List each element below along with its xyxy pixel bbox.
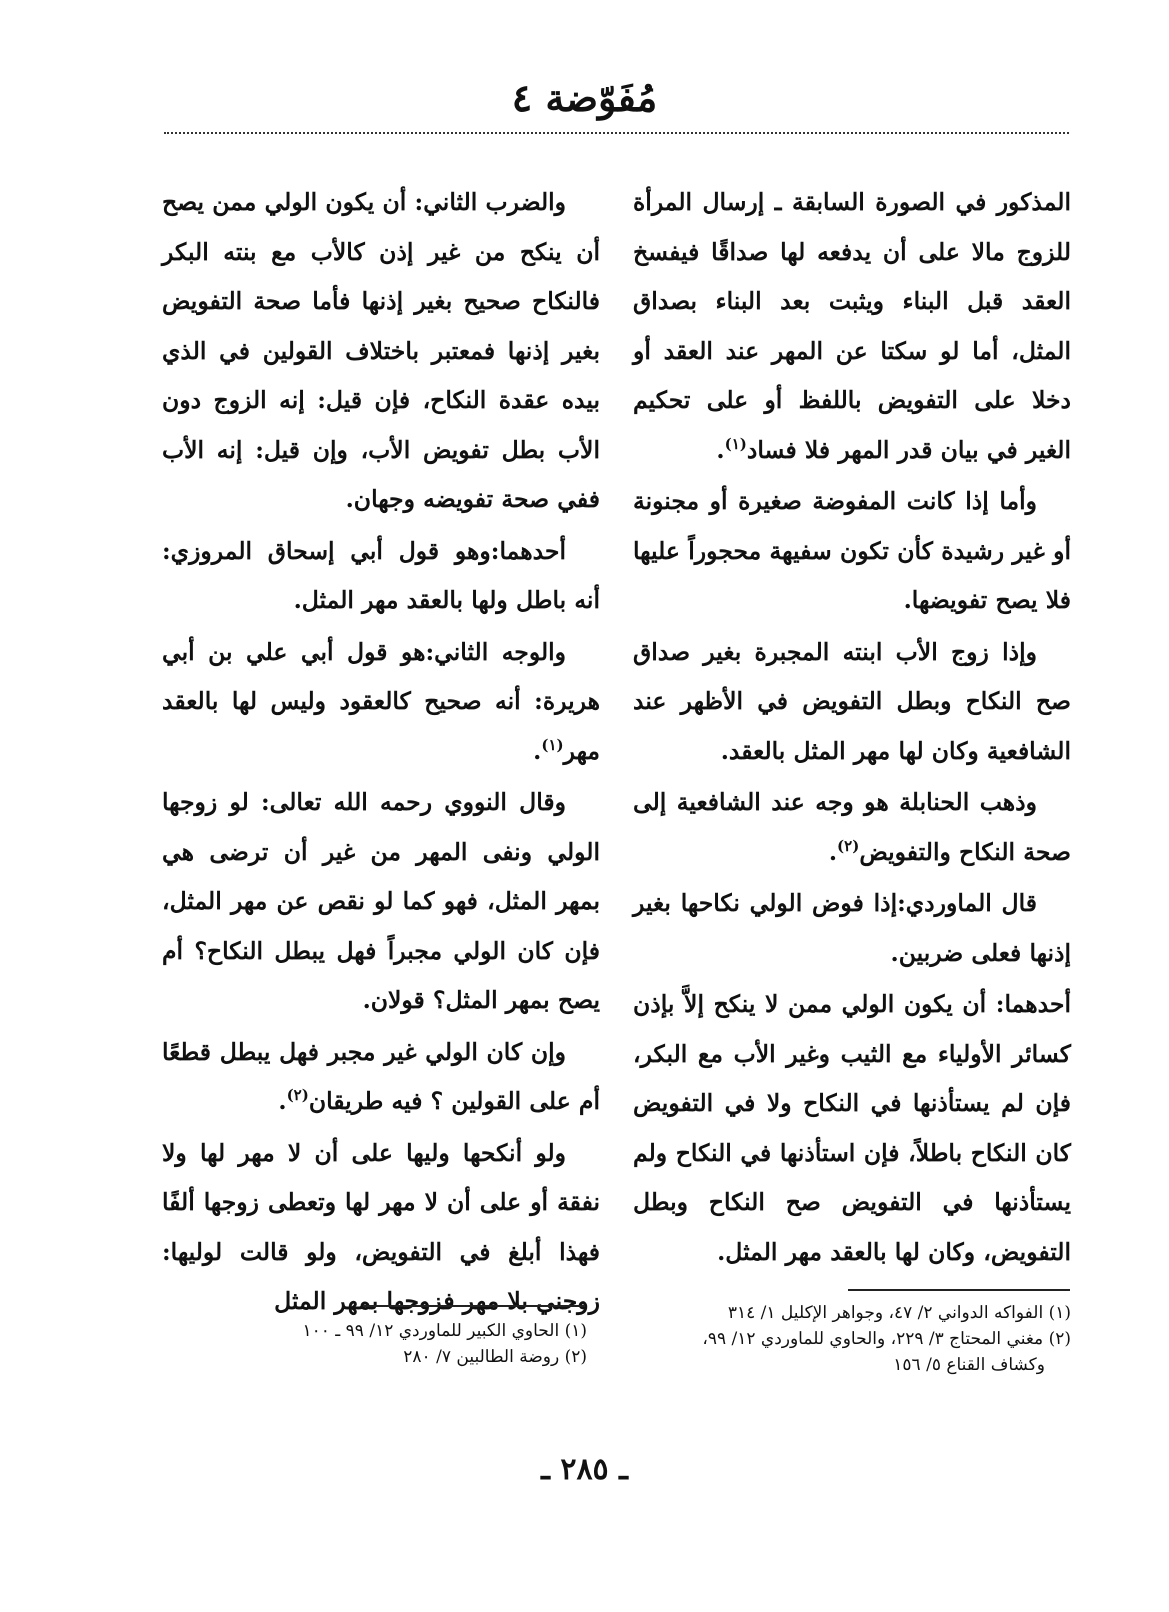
- footnote-divider: [848, 1289, 1070, 1291]
- footnote: (٢) روضة الطالبين ٧/ ٢٨٠: [403, 1347, 587, 1367]
- paragraph: وأما إذا كانت المفوضة صغيرة أو مجنونة أو غير رشيدة كأن تكون سفيهة محجوراً عليها فلا يصح تفويضها.: [633, 487, 1071, 614]
- paragraph: أحدهما:وهو قول أبي إسحاق المروزي: أنه باطل ولها بالعقد مهر المثل.: [162, 536, 600, 614]
- paragraph: وإذا زوج الأب ابنته المجبرة بغير صداق صح النكاح وبطل التفويض في الأظهر عند الشافعية وكان لها مهر المثل بالعقد.: [633, 637, 1071, 765]
- footnote-ref: (٢): [286, 1086, 309, 1105]
- footnotes-left: [232, 1318, 587, 1370]
- left-column: [162, 178, 600, 1327]
- paragraph-end: .: [828, 837, 838, 866]
- footnote-continuation: وكشاف القناع ٥/ ١٥٦: [893, 1355, 1045, 1375]
- paragraph: أحدهما: أن يكون الولي ممن لا ينكح إلاَّ بإذن كسائر الأولياء مع الثيب وغير الأب مع البكر، فإن لم يستأذنها في النكاح ولا في التفويض كان النكاح باطلاً، فإن استأذنها في النكاح ولم يستأذنها في التفويض صح النكاح وبطل التفويض، وكان لها بالعقد مهر المثل.: [633, 990, 1071, 1266]
- footnote-ref: (١): [541, 735, 564, 754]
- right-column: [633, 178, 1071, 1277]
- paragraph-text: وذهب الحنابلة هو وجه عند الشافعية إلى صحة النكاح والتفويض: [633, 788, 1071, 866]
- paragraph-end: .: [278, 1087, 287, 1115]
- paragraph: ولو أنكحها وليها على أن لا مهر لها ولا نفقة أو على أن لا مهر لها وتعطى زوجها ألفًا فهذا أبلغ في التفويض، ولو قالت لوليها: زوجني بلا مهر فزوجها بمهر المثل: [162, 1138, 600, 1315]
- paragraph: [162, 628, 600, 777]
- paragraph: [633, 778, 1071, 877]
- footnote-ref: (٢): [837, 836, 860, 855]
- footnotes-right: [633, 1300, 1071, 1378]
- paragraph-text: المذكور في الصورة السابقة ـ إرسال المرأة للزوج مالا على أن يدفعه لها صداقًا فيفسخ العقد قبل البناء ويثبت بعد البناء بصداق المثل، أما لو سكتا عن المهر عند العقد أو دخلا على التفويض باللفظ أو على تحكيم الغير في بيان قدر المهر فلا فساد: [633, 188, 1071, 464]
- paragraph: قال الماوردي:إذا فوض الولي نكاحها بغير إذنها فعلى ضربين.: [633, 889, 1071, 967]
- paragraph: [633, 178, 1071, 475]
- footnote: (٢) مغني المحتاج ٣/ ٢٢٩، والحاوي للماوردي ١٢/ ٩٩،: [702, 1329, 1071, 1349]
- paragraph: وقال النووي رحمه الله تعالى: لو زوجها الولي ونفى المهر من غير أن ترضى هي بمهر المثل، فهو كما لو نقص عن مهر المثل، فإن كان الولي مجبراً فهل يبطل النكاح؟ أم يصح بمهر المثل؟ قولان.: [162, 788, 600, 1014]
- header-dotted-divider: [164, 132, 1069, 134]
- paragraph: [162, 1028, 600, 1127]
- paragraph-text: وإن كان الولي غير مجبر فهل يبطل قطعًا أم على القولين ؟ فيه طريقان: [162, 1037, 600, 1115]
- paragraph-text: والوجه الثاني:هو قول أبي علي بن أبي هريرة: أنه صحيح كالعقود وليس لها بالعقد مهر: [162, 637, 600, 765]
- footnote: (١) الفواكه الدواني ٢/ ٤٧، وجواهر الإكليل ١/ ٣١٤: [727, 1303, 1071, 1323]
- paragraph-end: .: [716, 435, 725, 464]
- paragraph-end: .: [533, 736, 542, 765]
- paragraph: والضرب الثاني: أن يكون الولي ممن يصح أن ينكح من غير إذن كالأب مع بنته البكر فالنكاح صحيح بغير إذنها فأما صحة التفويض بغير إذنها فمعتبر باختلاف القولين في الذي بيده عقدة النكاح، فإن قيل: إنه الزوج دون الأب بطل تفويض الأب، وإن قيل: إنه الأب ففي صحة تفويضه وجهان.: [162, 188, 600, 513]
- page-number: ـ ٢٨٥ ـ: [541, 1452, 628, 1487]
- footnote: (١) الحاوي الكبير للماوردي ١٢/ ٩٩ ـ ١٠٠: [302, 1321, 587, 1341]
- footnote-divider: [363, 1305, 585, 1307]
- footnote-ref: (١): [724, 434, 747, 453]
- page-title: مُفَوّضة ٤: [511, 75, 658, 120]
